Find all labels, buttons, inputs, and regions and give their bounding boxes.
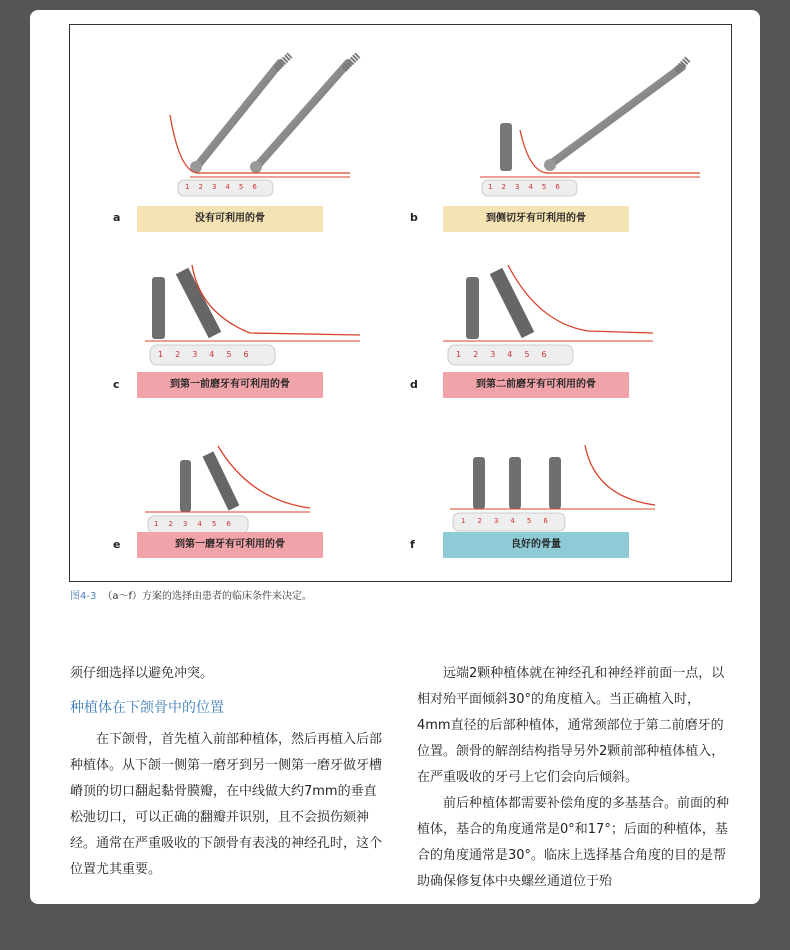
right-paragraph-2: 前后种植体都需要补偿角度的多基基合。前面的种植体，基合的角度通常是0°和17°；后面的种植体，基合的角度通常是30°。临床上选择基合角度的目的是帮助确保修复体中央螺丝通道位于殆 bbox=[417, 796, 730, 889]
panel-e-tooth-numbers: 123456 bbox=[154, 520, 241, 528]
panel-c-tooth-numbers: 123456 bbox=[158, 350, 261, 359]
panel-c-caption: 到第一前磨牙有可利用的骨 bbox=[137, 372, 323, 398]
figure-caption-text: （a～f）方案的选择由患者的临床条件来决定。 bbox=[102, 591, 312, 602]
right-column bbox=[417, 661, 731, 895]
panel-f bbox=[445, 437, 695, 532]
panel-d-letter: d bbox=[410, 378, 418, 391]
panel-a-caption: 没有可利用的骨 bbox=[137, 206, 323, 232]
panel-b-letter: b bbox=[410, 211, 418, 224]
panel-b-tooth-numbers: 123456 bbox=[488, 183, 569, 191]
panel-d bbox=[438, 253, 688, 368]
panel-a-illustration bbox=[140, 45, 390, 205]
panel-b-illustration bbox=[460, 45, 710, 205]
page bbox=[30, 10, 760, 904]
section-heading: 种植体在下颌骨中的位置 bbox=[70, 700, 224, 716]
figure-4-3 bbox=[69, 24, 732, 582]
panel-a bbox=[140, 45, 390, 205]
panel-f-caption: 良好的骨量 bbox=[443, 532, 629, 558]
right-paragraph-1: 远端2颗种植体就在神经孔和神经袢前面一点，以相对殆平面倾斜30°的角度植入。当正确植入时，4mm直径的后部种植体，通常颈部位于第二前磨牙的位置。颌骨的解剖结构指导另外2颗前部种植体植入，在严重吸收的牙弓上它们会向后倾斜。 bbox=[417, 666, 725, 785]
panel-f-tooth-numbers: 123456 bbox=[461, 517, 560, 525]
left-column bbox=[70, 661, 388, 883]
panel-b-caption: 到侧切牙有可利用的骨 bbox=[443, 206, 629, 232]
panel-c bbox=[140, 253, 390, 368]
figure-caption bbox=[70, 587, 312, 602]
figure-number: 图4-3 bbox=[70, 591, 97, 602]
panel-a-tooth-numbers: 123456 bbox=[185, 183, 266, 191]
panel-e-letter: e bbox=[113, 538, 121, 551]
panel-d-tooth-numbers: 123456 bbox=[456, 350, 559, 359]
left-paragraph-1: 须仔细选择以避免冲突。 bbox=[70, 666, 214, 681]
panel-e bbox=[140, 440, 390, 535]
panel-f-letter: f bbox=[410, 538, 415, 551]
panel-d-caption: 到第二前磨牙有可利用的骨 bbox=[443, 372, 629, 398]
panel-e-caption: 到第一磨牙有可利用的骨 bbox=[137, 532, 323, 558]
panel-c-letter: c bbox=[113, 378, 120, 391]
panel-a-letter: a bbox=[113, 211, 121, 224]
panel-b bbox=[460, 45, 710, 205]
left-paragraph-2: 在下颌骨，首先植入前部种植体，然后再植入后部种植体。从下颌一侧第一磨牙到另一侧第一磨牙做牙槽嵴顶的切口翻起黏骨膜瓣，在中线做大约7mm的垂直松弛切口，可以正确的翻瓣并识别，且不会损伤颏神经。通常在严重吸收的下颌骨有表浅的神经孔时，这个位置尤其重要。 bbox=[70, 732, 383, 877]
